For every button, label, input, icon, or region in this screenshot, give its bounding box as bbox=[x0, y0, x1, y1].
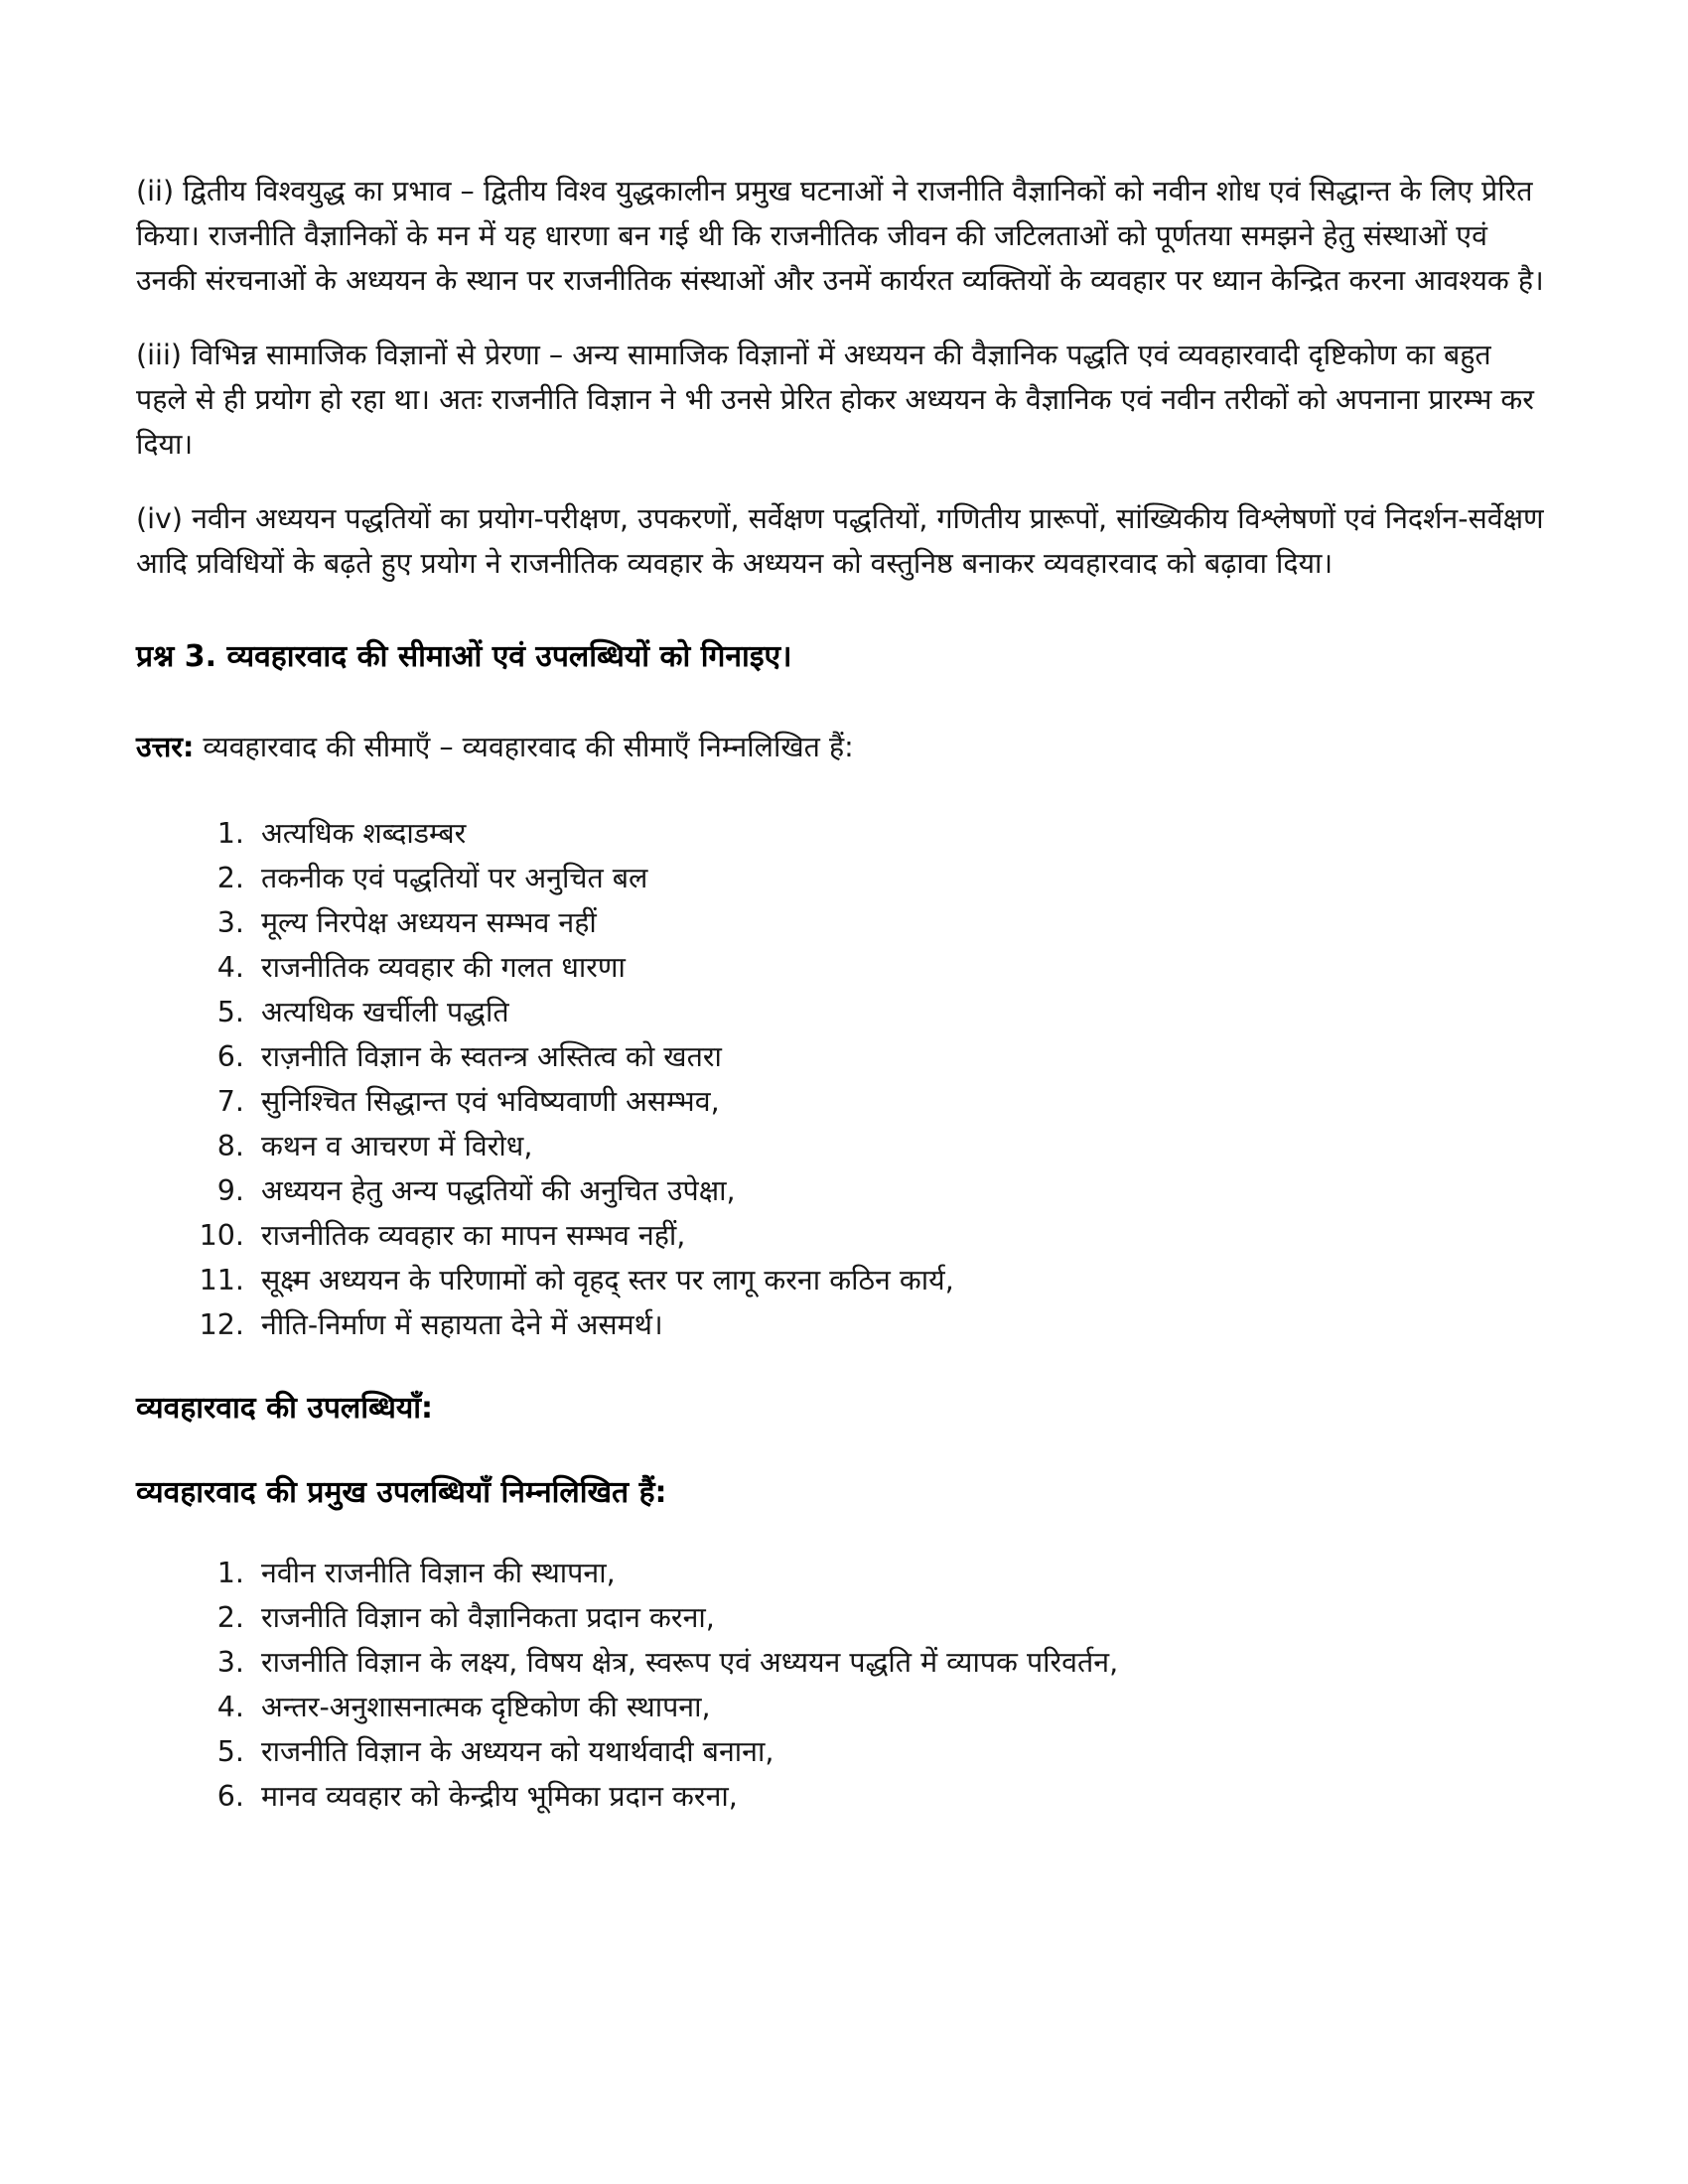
list-item: 8. कथन व आचरण में विरोध, bbox=[253, 1124, 1549, 1168]
list-item: 3. राजनीति विज्ञान के लक्ष्य, विषय क्षेत्र, स्वरूप एवं अध्ययन पद्धति में व्यापक परिवर्तन, bbox=[253, 1640, 1549, 1685]
list-item: 9. अध्ययन हेतु अन्य पद्धतियों की अनुचित उपेक्षा, bbox=[253, 1168, 1549, 1213]
list-item: 12. नीति-निर्माण में सहायता देने में असमर्थ। bbox=[253, 1302, 1549, 1347]
list-item: 2. तकनीक एवं पद्धतियों पर अनुचित बल bbox=[253, 856, 1549, 900]
list-item: 6. राज़नीति विज्ञान के स्वतन्त्र अस्तित्व को खतरा bbox=[253, 1034, 1549, 1079]
list-item: 7. सुनिश्चित सिद्धान्त एवं भविष्यवाणी असम्भव, bbox=[253, 1079, 1549, 1124]
list-item: 1. नवीन राजनीति विज्ञान की स्थापना, bbox=[253, 1551, 1549, 1595]
paragraph-point-iv: (iv) नवीन अध्ययन पद्धतियों का प्रयोग-परीक्षण, उपकरणों, सर्वेक्षण पद्धतियों, गणितीय प्रारूपों, सांख्यिकीय विश्लेषणों एवं निदर्शन-सर्वेक्षण आदि प्रविधियों के बढ़ते हुए प्रयोग ने राजनीतिक व्यवहार के अध्ययन को वस्तुनिष्ठ बनाकर व्यवहारवाद को बढ़ावा दिया। bbox=[136, 502, 1544, 580]
list-item: 5. अत्यधिक खर्चीली पद्धति bbox=[253, 990, 1549, 1034]
paragraph-point-iii: (iii) विभिन्न सामाजिक विज्ञानों से प्रेरणा – अन्य सामाजिक विज्ञानों में अध्ययन की वैज्ञानिक पद्धति एवं व्यवहारवादी दृष्टिकोण का बहुत पहले से ही प्रयोग हो रहा था। अतः राजनीति विज्ञान ने भी उनसे प्रेरित होकर अध्ययन के वैज्ञानिक एवं नवीन तरीकों को अपनाना प्रारम्भ कर दिया। bbox=[136, 339, 1534, 461]
list-item: 5. राजनीति विज्ञान के अध्ययन को यथार्थवादी बनाना, bbox=[253, 1729, 1549, 1774]
list-item: 3. मूल्य निरपेक्ष अध्ययन सम्भव नहीं bbox=[253, 900, 1549, 945]
answer-label: उत्तर: bbox=[136, 731, 195, 763]
list-item: 10. राजनीतिक व्यवहार का मापन सम्भव नहीं, bbox=[253, 1213, 1549, 1258]
list-item: 1. अत्यधिक शब्दाडम्बर bbox=[253, 811, 1549, 856]
list-item: 6. मानव व्यवहार को केन्द्रीय भूमिका प्रदान करना, bbox=[253, 1774, 1549, 1819]
question-heading: प्रश्न 3. व्यवहारवाद की सीमाओं एवं उपलब्धियों को गिनाइए। bbox=[136, 639, 792, 674]
list-item: 4. अन्तर-अनुशासनात्मक दृष्टिकोण की स्थापना, bbox=[253, 1685, 1549, 1729]
paragraph-point-ii: (ii) द्वितीय विश्वयुद्ध का प्रभाव – द्वितीय विश्व युद्धकालीन प्रमुख घटनाओं ने राजनीति वैज्ञानिकों को नवीन शोध एवं सिद्धान्त के लिए प्रेरित किया। राजनीति वैज्ञानिकों के मन में यह धारणा बन गई थी कि राजनीतिक जीवन की जटिलताओं को पूर्णतया समझने हेतु संस्थाओं एवं उनकी संरचनाओं के अध्ययन के स्थान पर राजनीतिक संस्थाओं और उनमें कार्यरत व्यक्तियों के व्यवहार पर ध्यान केन्द्रित करना आवश्यक है। bbox=[136, 175, 1544, 297]
answer-intro-text: व्यवहारवाद की सीमाएँ – व्यवहारवाद की सीमाएँ निम्नलिखित हैं: bbox=[194, 731, 854, 763]
achievements-heading: व्यवहारवाद की उपलब्धियाँ: bbox=[136, 1391, 434, 1426]
answer-paragraph bbox=[136, 725, 1549, 769]
list-item: 4. राजनीतिक व्यवहार की गलत धारणा bbox=[253, 945, 1549, 990]
limitations-list bbox=[136, 811, 1549, 1347]
achievements-subheading: व्यवहारवाद की प्रमुख उपलब्धियाँ निम्नलिखित हैं: bbox=[136, 1475, 667, 1510]
list-item: 11. सूक्ष्म अध्ययन के परिणामों को वृहद् स्तर पर लागू करना कठिन कार्य, bbox=[253, 1258, 1549, 1302]
list-item: 2. राजनीति विज्ञान को वैज्ञानिकता प्रदान करना, bbox=[253, 1595, 1549, 1640]
achievements-list bbox=[136, 1551, 1549, 1819]
